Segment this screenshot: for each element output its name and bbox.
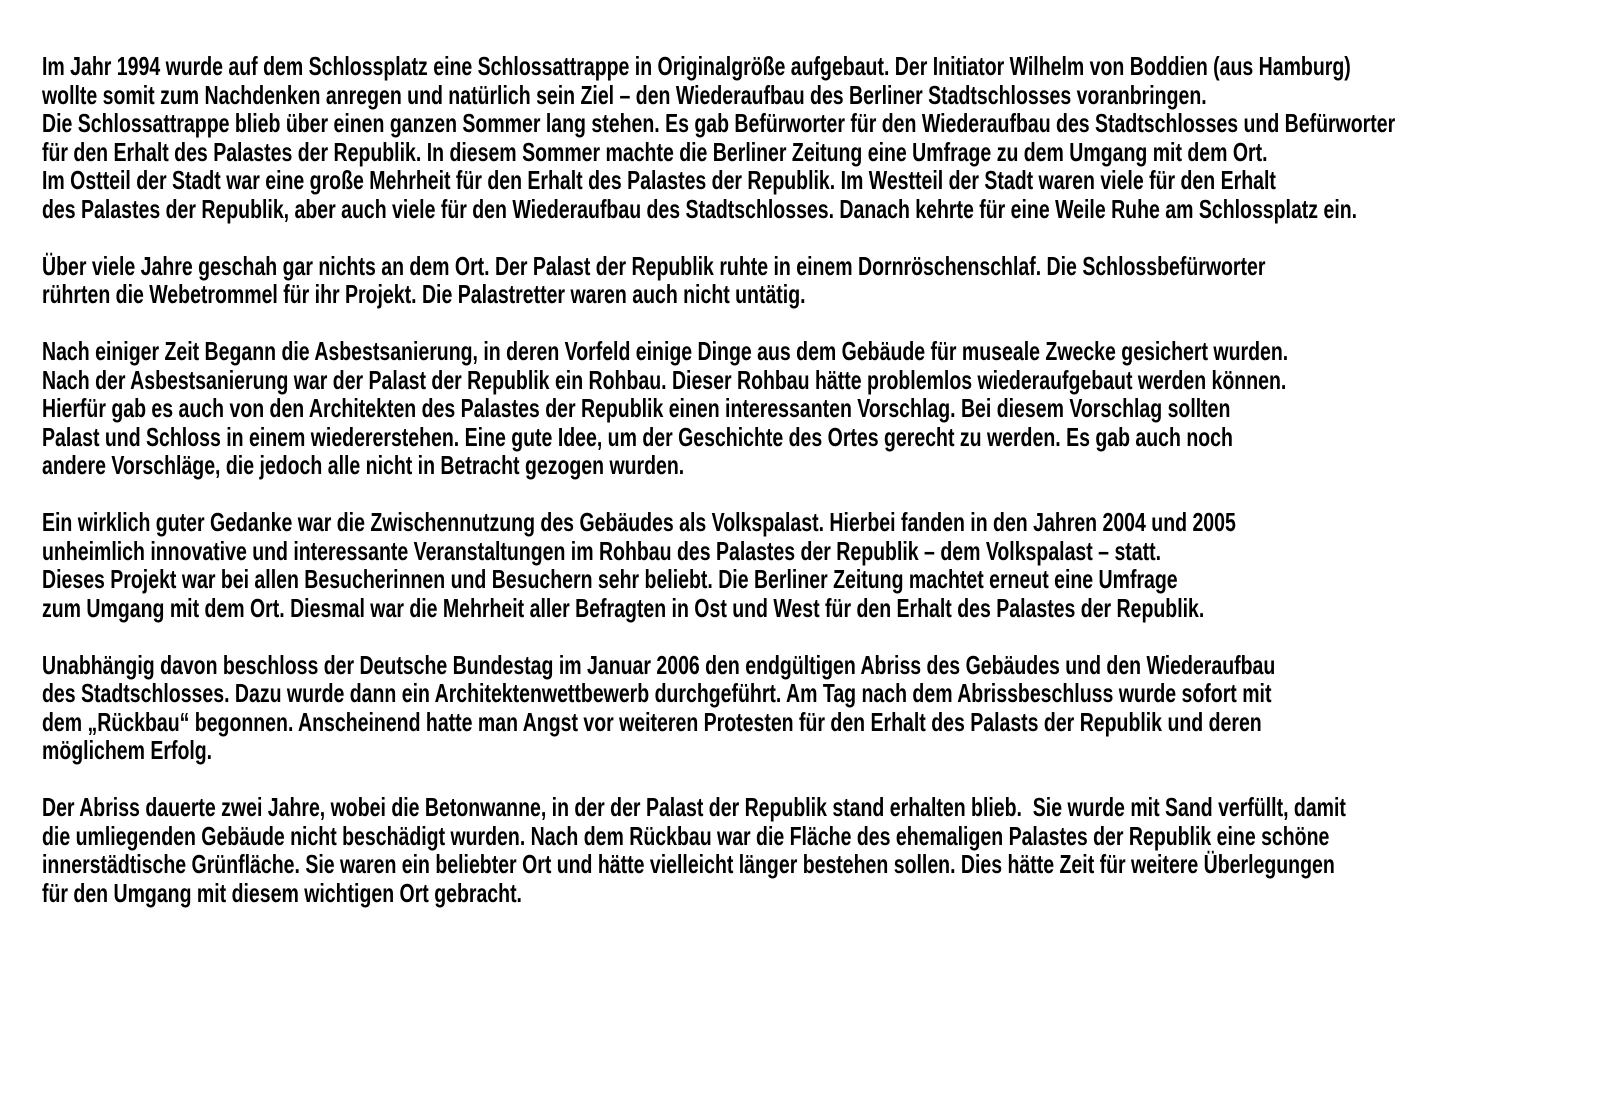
text-line: die umliegenden Gebäude nicht beschädigt wurden. Nach dem Rückbau war die Fläche des ehemaligen Palastes der Republik eine schöne [42, 820, 1330, 851]
text-line: Im Jahr 1994 wurde auf dem Schlossplatz eine Schlossattrappe in Originalgröße aufgebaut. Der Initiator Wilhelm von Boddien (aus Hamburg) [42, 51, 1351, 81]
text-line: rührten die Webetrommel für ihr Projekt. Die Palastretter waren auch nicht untätig. [42, 279, 806, 309]
text-line: dem „Rückbau“ begonnen. Anscheinend hatte man Angst vor weiteren Protesten für den Erhalt des Palasts der Republik und deren [42, 706, 1262, 737]
text-line: Dieses Projekt war bei allen Besucherinnen und Besuchern sehr beliebt. Die Berliner Zeitung machtet erneut eine Umfrage [42, 564, 1178, 594]
text-line: unheimlich innovative und interessante Veranstaltungen im Rohbau des Palastes der Republik – dem Volkspalast – statt. [42, 535, 1162, 566]
text-line: des Palastes der Republik, aber auch viele für den Wiederaufbau des Stadtschlosses. Danach kehrte für eine Weile Ruhe am Schlossplatz ein. [42, 193, 1358, 224]
text-line: Nach der Asbestsanierung war der Palast der Republik ein Rohbau. Dieser Rohbau hätte problemlos wiederaufgebaut werden können. [42, 364, 1287, 395]
paragraph-5 [42, 651, 1598, 765]
text-line: Palast und Schloss in einem wiedererstehen. Eine gute Idee, um der Geschichte des Ortes gerecht zu werden. Es gab auch noch [42, 421, 1233, 452]
text-line: möglichem Erfolg. [42, 735, 213, 765]
text-line: andere Vorschläge, die jedoch alle nicht in Betracht gezogen wurden. [42, 450, 685, 480]
paragraph-1 [42, 52, 1598, 223]
text-line: zum Umgang mit dem Ort. Diesmal war die Mehrheit aller Befragten in Ost und West für den Erhalt des Palastes der Republik. [42, 592, 1205, 623]
text-line: Der Abriss dauerte zwei Jahre, wobei die Betonwanne, in der der Palast der Republik stand erhalten blieb. Sie wurde mit Sand verfüllt, damit [42, 792, 1346, 822]
text-line: Im Ostteil der Stadt war eine große Mehrheit für den Erhalt des Palastes der Republik. Im Westteil der Stadt waren viele für den Erhalt [42, 165, 1276, 195]
paragraph-3 [42, 337, 1598, 480]
text-line: Hierfür gab es auch von den Architekten des Palastes der Republik einen interessanten Vorschlag. Bei diesem Vorschlag sollten [42, 393, 1231, 423]
text-line: Die Schlossattrappe blieb über einen ganzen Sommer lang stehen. Es gab Befürworter für den Wiederaufbau des Stadtschlosses und Befürworter [42, 108, 1396, 138]
text-line: für den Umgang mit diesem wichtigen Ort gebracht. [42, 877, 522, 908]
text-line: Unabhängig davon beschloss der Deutsche Bundestag im Januar 2006 den endgültigen Abriss des Gebäudes und den Wiederaufbau [42, 649, 1276, 680]
text-line: für den Erhalt des Palastes der Republik. In diesem Sommer machte die Berliner Zeitung eine Umfrage zu dem Umgang mit dem Ort. [42, 136, 1268, 167]
paragraph-6 [42, 793, 1598, 907]
paragraph-2 [42, 252, 1598, 309]
text-line: des Stadtschlosses. Dazu wurde dann ein Architektenwettbewerb durchgeführt. Am Tag nach dem Abrissbeschluss wurde sofort mit [42, 678, 1272, 708]
paragraph-4 [42, 508, 1598, 622]
text-line: innerstädtische Grünfläche. Sie waren ein beliebter Ort und hätte vielleicht länger bestehen sollen. Dies hätte Zeit für weitere Überlegungen [42, 849, 1335, 879]
text-line: Nach einiger Zeit Begann die Asbestsanierung, in deren Vorfeld einige Dinge aus dem Gebäude für museale Zwecke gesichert wurden. [42, 336, 1289, 366]
document-text [42, 52, 1598, 907]
text-line: Ein wirklich guter Gedanke war die Zwischennutzung des Gebäudes als Volkspalast. Hierbei fanden in den Jahren 2004 und 2005 [42, 507, 1236, 537]
text-line: wollte somit zum Nachdenken anregen und natürlich sein Ziel – den Wiederaufbau des Berliner Stadtschlosses voranbringen. [42, 79, 1207, 110]
text-line: Über viele Jahre geschah gar nichts an dem Ort. Der Palast der Republik ruhte in einem Dornröschenschlaf. Die Schlossbefürworter [42, 250, 1266, 281]
